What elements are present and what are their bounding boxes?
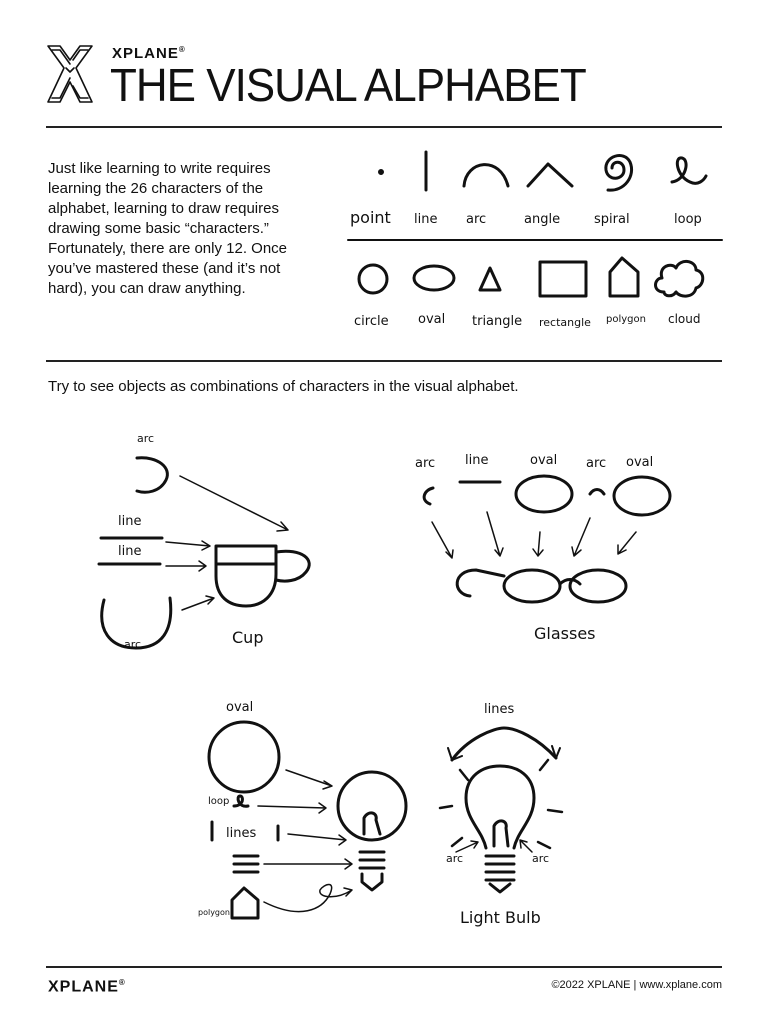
glasses-lens-left [504,570,560,602]
bulb-assembled-filament [364,813,380,834]
page-title: THE VISUAL ALPHABET [110,60,586,112]
alpha-label-polygon: polygon [606,314,646,325]
alpha-label-loop: loop [674,212,702,227]
lightbulb-label-arc-left: arc [446,852,464,865]
cup-name: Cup [232,628,264,647]
alpha-label-angle: angle [524,212,561,227]
bulb-polygon-part [232,888,258,918]
alpha-label-oval: oval [418,312,446,327]
cup-arc-part [137,458,167,492]
lightbulb-tip [490,884,510,892]
alpha-label-point: point [350,208,391,227]
alpha-label-cloud: cloud [668,312,701,326]
bulb-loop-part [234,796,248,806]
bulb-oval-part [209,722,279,792]
glasses-label-arc: arc [415,456,436,471]
lightbulb-glass [466,766,534,848]
alpha-label-rectangle: rectangle [539,316,591,329]
alpha-label-spiral: spiral [594,212,630,227]
cup-body [216,546,276,606]
lightbulb-base [486,856,514,880]
alpha-label-line: line [414,212,438,227]
cup-label-line-2: line [118,544,142,559]
footer-brand: XPLANE® [48,978,126,996]
glasses-lens-right [570,570,626,602]
bulb-assembled-tip [362,874,382,890]
brand-name: XPLANE® [112,45,186,62]
cup-label-arc: arc [137,432,155,445]
alpha-label-arc: arc [466,212,487,227]
glasses-label-oval-1: oval [530,453,558,468]
bulb-parts-label-lines: lines [226,826,257,841]
bulb-lines-part [234,856,258,872]
bulb-parts-label-oval: oval [226,700,254,715]
lightbulb-filament [494,821,508,846]
cup-handle [276,551,309,581]
glasses-oval-part-2 [614,477,670,515]
bulb-parts-label-loop: loop [208,796,230,807]
lightbulb-top-lines [452,728,556,760]
lightbulb-name: Light Bulb [460,908,541,927]
glasses-name: Glasses [534,624,596,643]
footer-copyright: ©2022 XPLANE | www.xplane.com [551,979,722,991]
cup-label-arc-bottom: arc [124,638,142,651]
lightbulb-label-lines: lines [484,702,515,717]
lightbulb-label-arc-right: arc [532,852,550,865]
intro-paragraph: Just like learning to write requires learning the 26 characters of the alphabet, learning to draw requires drawing some basic “characters.” Fortunately, there are only 12. Once you’ve mastered these (and it’s not hard), you can draw anything. [48,160,288,297]
glasses-label-line: line [465,453,489,468]
alpha-label-circle: circle [354,314,389,329]
glasses-arc-part-2 [590,490,604,495]
lightbulb-rays [440,760,562,848]
bottom-divider [46,966,722,968]
cup-label-line-1: line [118,514,142,529]
bulb-parts-label-polygon: polygon [198,908,230,917]
alpha-label-triangle: triangle [472,314,523,329]
glasses-arc-part [424,488,433,504]
glasses-oval-part-1 [516,476,572,512]
glasses-label-oval-2: oval [626,455,654,470]
bulb-assembled-glass [338,772,406,840]
glasses-temple [457,570,504,596]
bulb-assembled-base [360,852,384,868]
examples-intro: Try to see objects as combinations of characters in the visual alphabet. [48,378,519,395]
glasses-label-arc-2: arc [586,456,607,471]
